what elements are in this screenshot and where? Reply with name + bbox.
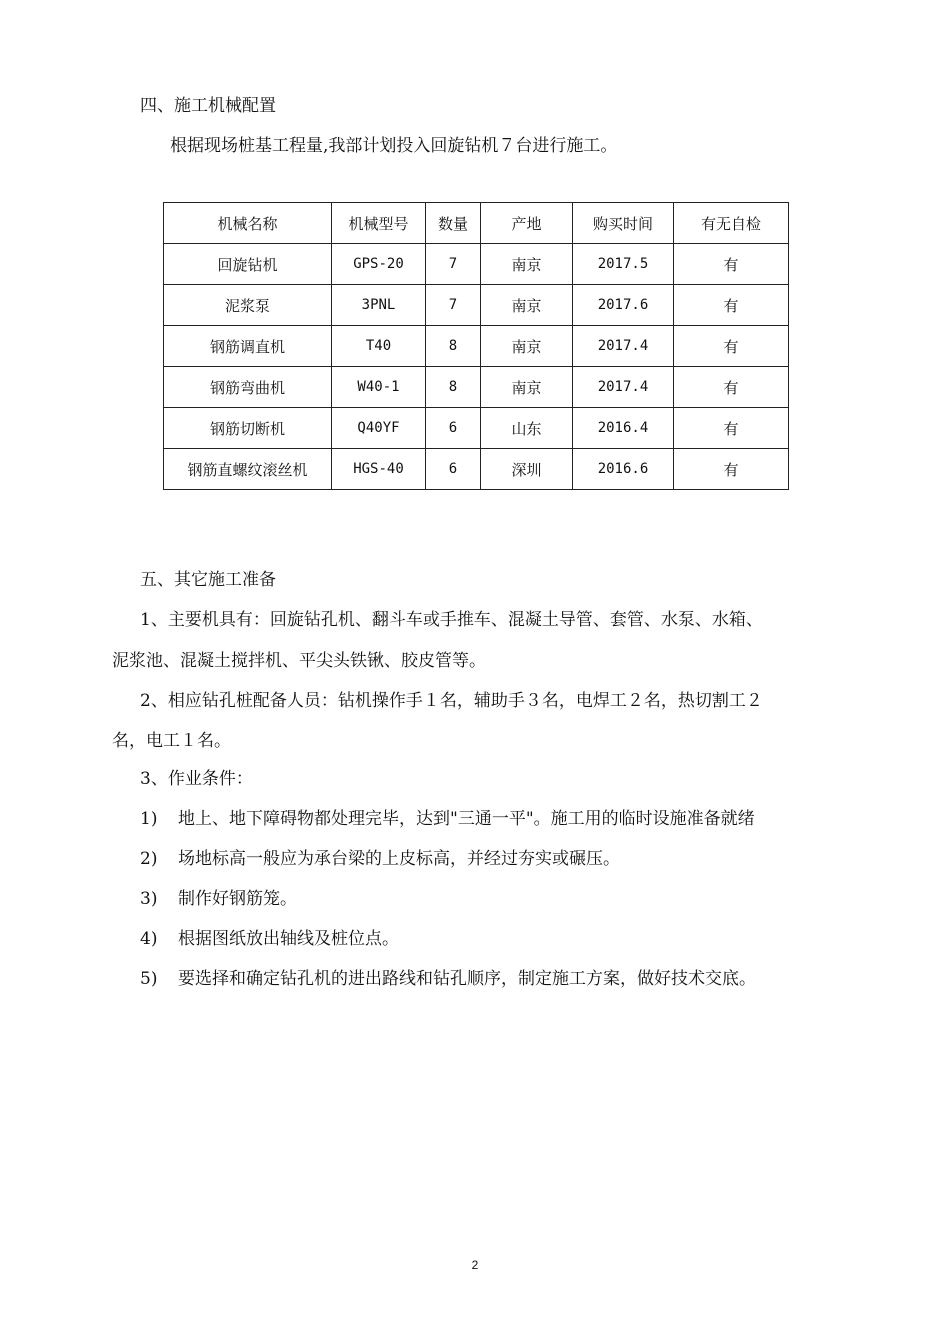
condition-item bbox=[140, 847, 620, 871]
machine-model-cell: HGS-40 bbox=[332, 449, 426, 490]
condition-text: 地上、地下障碍物都处理完毕，达到"三通一平"。施工用的临时设施准备就绪 bbox=[178, 809, 755, 829]
self-check-cell: 有 bbox=[674, 408, 789, 449]
quantity-cell: 7 bbox=[426, 285, 481, 326]
table-header-cell: 购买时间 bbox=[573, 203, 674, 244]
machine-model-cell: Q40YF bbox=[332, 408, 426, 449]
machine-model-cell: GPS-20 bbox=[332, 244, 426, 285]
section-5-heading: 五、其它施工准备 bbox=[140, 570, 276, 590]
self-check-cell: 有 bbox=[674, 326, 789, 367]
equipment-paragraph-line-2: 泥浆池、混凝土搅拌机、平尖头铁锹、胶皮管等。 bbox=[112, 651, 486, 671]
self-check-cell: 有 bbox=[674, 244, 789, 285]
origin-cell: 南京 bbox=[481, 326, 573, 367]
table-header-cell: 数量 bbox=[426, 203, 481, 244]
quantity-cell: 8 bbox=[426, 326, 481, 367]
table-header-cell: 有无自检 bbox=[674, 203, 789, 244]
purchase-date-cell: 2017.4 bbox=[573, 367, 674, 408]
table-row bbox=[164, 408, 789, 449]
condition-number: 3) bbox=[140, 889, 158, 909]
origin-cell: 南京 bbox=[481, 244, 573, 285]
machine-name-cell: 钢筋弯曲机 bbox=[164, 367, 332, 408]
table-row bbox=[164, 326, 789, 367]
purchase-date-cell: 2017.6 bbox=[573, 285, 674, 326]
condition-text: 场地标高一般应为承台梁的上皮标高，并经过夯实或碾压。 bbox=[178, 849, 620, 869]
machine-name-cell: 钢筋切断机 bbox=[164, 408, 332, 449]
quantity-cell: 6 bbox=[426, 449, 481, 490]
work-conditions-heading: 3、作业条件： bbox=[140, 769, 253, 789]
purchase-date-cell: 2016.6 bbox=[573, 449, 674, 490]
origin-cell: 南京 bbox=[481, 367, 573, 408]
condition-text: 要选择和确定钻孔机的进出路线和钻孔顺序，制定施工方案，做好技术交底。 bbox=[178, 969, 756, 989]
staffing-paragraph-line-1: 2、相应钻孔桩配备人员：钻机操作手１名，辅助手３名，电焊工２名，热切割工２ bbox=[140, 691, 763, 711]
machine-name-cell: 钢筋直螺纹滚丝机 bbox=[164, 449, 332, 490]
page-number: 2 bbox=[471, 1258, 479, 1272]
table-row bbox=[164, 244, 789, 285]
self-check-cell: 有 bbox=[674, 367, 789, 408]
equipment-paragraph-line-1: 1、主要机具有：回旋钻孔机、翻斗车或手推车、混凝土导管、套管、水泵、水箱、 bbox=[140, 610, 763, 630]
origin-cell: 深圳 bbox=[481, 449, 573, 490]
condition-item bbox=[140, 807, 755, 831]
condition-text: 根据图纸放出轴线及桩位点。 bbox=[178, 929, 399, 949]
purchase-date-cell: 2017.4 bbox=[573, 326, 674, 367]
section-4-heading: 四、施工机械配置 bbox=[140, 96, 276, 116]
quantity-cell: 8 bbox=[426, 367, 481, 408]
purchase-date-cell: 2017.5 bbox=[573, 244, 674, 285]
quantity-cell: 7 bbox=[426, 244, 481, 285]
origin-cell: 山东 bbox=[481, 408, 573, 449]
machine-model-cell: W40-1 bbox=[332, 367, 426, 408]
machine-model-cell: T40 bbox=[332, 326, 426, 367]
table-row bbox=[164, 367, 789, 408]
self-check-cell: 有 bbox=[674, 285, 789, 326]
condition-number: 1) bbox=[140, 809, 158, 829]
condition-number: 4) bbox=[140, 929, 158, 949]
machine-name-cell: 回旋钻机 bbox=[164, 244, 332, 285]
section-4-intro: 根据现场桩基工程量,我部计划投入回旋钻机７台进行施工。 bbox=[170, 136, 618, 156]
quantity-cell: 6 bbox=[426, 408, 481, 449]
condition-number: 2) bbox=[140, 849, 158, 869]
table-header-cell: 机械名称 bbox=[164, 203, 332, 244]
condition-text: 制作好钢筋笼。 bbox=[178, 889, 297, 909]
staffing-paragraph-line-2: 名，电工１名。 bbox=[112, 731, 231, 751]
table-header-row bbox=[164, 203, 789, 244]
origin-cell: 南京 bbox=[481, 285, 573, 326]
machinery-table bbox=[163, 202, 789, 490]
table-row bbox=[164, 449, 789, 490]
condition-item bbox=[140, 967, 756, 991]
machine-name-cell: 泥浆泵 bbox=[164, 285, 332, 326]
condition-number: 5) bbox=[140, 969, 158, 989]
machine-name-cell: 钢筋调直机 bbox=[164, 326, 332, 367]
condition-item bbox=[140, 887, 297, 911]
self-check-cell: 有 bbox=[674, 449, 789, 490]
machine-model-cell: 3PNL bbox=[332, 285, 426, 326]
table-row bbox=[164, 285, 789, 326]
table-header-cell: 机械型号 bbox=[332, 203, 426, 244]
purchase-date-cell: 2016.4 bbox=[573, 408, 674, 449]
condition-item bbox=[140, 927, 399, 951]
table-header-cell: 产地 bbox=[481, 203, 573, 244]
